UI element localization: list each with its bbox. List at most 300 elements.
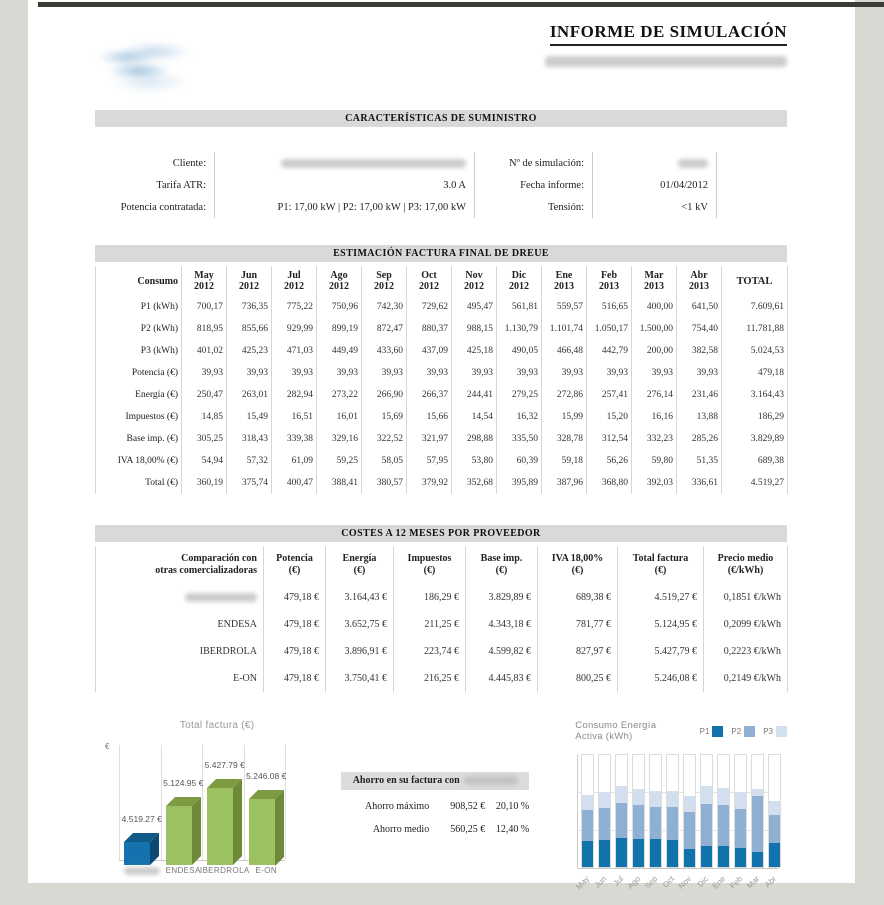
header-line2: otras comercializadoras	[155, 565, 257, 576]
bar-value-label: 4.519.27 €	[121, 813, 162, 824]
header-line1: Impuestos	[407, 553, 452, 564]
month-year: 2012	[284, 281, 304, 292]
value-cell: 479,18 €	[264, 611, 326, 638]
value-cell: 433,60	[362, 340, 407, 362]
value-cell: 929,99	[272, 318, 317, 340]
spacer	[475, 196, 493, 218]
savings-percent: 12,40 %	[495, 824, 530, 835]
providers-table	[95, 546, 788, 692]
bar-side-face	[233, 779, 242, 865]
month-year: 2013	[689, 281, 709, 292]
value-cell: 379,92	[407, 472, 452, 494]
field-label: Cliente:	[95, 152, 215, 174]
value-cell: 257,41	[587, 384, 632, 406]
bar-column	[734, 754, 747, 868]
header-line1: Comparación con	[181, 553, 257, 564]
bar-3d	[249, 799, 275, 866]
month-year: 2012	[239, 281, 259, 292]
bar-segment-p3	[735, 792, 746, 809]
x-axis-label: Ago	[625, 874, 642, 891]
provider-row	[96, 611, 788, 638]
value-cell: 16,01	[317, 406, 362, 428]
gridline	[285, 745, 286, 860]
provider-name: E-ON	[96, 665, 264, 692]
savings-amount: 908,52 €	[450, 801, 486, 812]
month-header	[497, 266, 542, 296]
bar-segment-p2	[752, 796, 763, 852]
month-year: 2012	[194, 281, 214, 292]
value-cell: 15,49	[227, 406, 272, 428]
value-cell: 3.164,43 €	[326, 584, 394, 611]
month-name: Feb	[600, 270, 618, 281]
value-cell: 471,03	[272, 340, 317, 362]
estimation-table	[95, 266, 788, 494]
bar-column	[683, 754, 696, 868]
value-cell: 400,00	[632, 296, 677, 318]
total-invoice-chart-title: Total factura (€)	[179, 720, 255, 731]
bar-value-label: 5.124.95 €	[163, 777, 204, 788]
value-cell: 3.750,41 €	[326, 665, 394, 692]
value-cell: 318,43	[227, 428, 272, 450]
value-cell: 437,09	[407, 340, 452, 362]
bar-segment-p1	[633, 839, 644, 867]
row-label: Potencia (€)	[96, 362, 182, 384]
month-year: 2013	[644, 281, 664, 292]
value-cell: 15,66	[407, 406, 452, 428]
month-year: 2012	[419, 281, 439, 292]
value-cell: 1.500,00	[632, 318, 677, 340]
x-axis-label: IBERDROLA	[199, 866, 250, 875]
value-cell: 39,93	[542, 362, 587, 384]
value-cell: 855,66	[227, 318, 272, 340]
value-cell: 387,96	[542, 472, 587, 494]
month-header	[182, 266, 227, 296]
legend-swatch	[744, 726, 755, 737]
y-axis-label: €	[105, 742, 110, 751]
bar-segment-p1	[582, 841, 593, 867]
value-cell: 15,99	[542, 406, 587, 428]
column-header	[618, 546, 704, 584]
header-line2: (€)	[654, 565, 667, 576]
total-cell: 7.609,61	[722, 296, 788, 318]
bar-segment-p2	[684, 812, 695, 849]
row-label: Energía (€)	[96, 384, 182, 406]
bar-segment-p3	[650, 791, 661, 807]
value-cell: 39,93	[182, 362, 227, 384]
value-cell: 59,25	[317, 450, 362, 472]
value-cell: 39,93	[227, 362, 272, 384]
value-cell: 0,1851 €/kWh	[704, 584, 788, 611]
value-cell: 305,25	[182, 428, 227, 450]
value-cell: 336,61	[677, 472, 722, 494]
value-cell: 0,2149 €/kWh	[704, 665, 788, 692]
month-year: 2012	[464, 281, 484, 292]
simulation-number-redacted	[678, 159, 708, 168]
value-cell: 0,2223 €/kWh	[704, 638, 788, 665]
value-cell: 495,47	[452, 296, 497, 318]
row-label: P1 (kWh)	[96, 296, 182, 318]
value-cell: 211,25 €	[394, 611, 466, 638]
estimation-row	[96, 362, 788, 384]
spacer	[475, 152, 493, 174]
header-line1: Precio medio	[717, 553, 774, 564]
savings-amount: 560,25 €	[450, 824, 486, 835]
column-header	[264, 546, 326, 584]
legend-label: P1	[699, 726, 710, 736]
category-redacted	[124, 867, 160, 875]
value-cell: 479,18 €	[264, 665, 326, 692]
energy-chart-legend	[692, 726, 787, 737]
bar-segment-p2	[582, 810, 593, 841]
savings-title: Ahorro en su factura con	[352, 775, 460, 786]
month-year: 2013	[599, 281, 619, 292]
savings-partner-redacted	[464, 776, 518, 785]
legend-label: P2	[731, 726, 742, 736]
value-cell: 827,97 €	[538, 638, 618, 665]
column-header: Consumo	[96, 266, 182, 296]
bar-segment-p1	[599, 840, 610, 867]
savings-percent: 20,10 %	[495, 801, 530, 812]
bar-column	[598, 754, 611, 868]
month-name: Nov	[465, 270, 483, 281]
value-cell: 382,58	[677, 340, 722, 362]
bar-column	[768, 754, 781, 868]
month-name: Abr	[690, 270, 708, 281]
bar-column	[649, 754, 662, 868]
month-year: 2012	[329, 281, 349, 292]
value-cell: 39,93	[362, 362, 407, 384]
legend-label: P3	[763, 726, 773, 736]
value-cell: 4.519,27 €	[618, 584, 704, 611]
estimation-row	[96, 450, 788, 472]
bar-segment-p3	[769, 801, 780, 815]
row-label: P2 (kWh)	[96, 318, 182, 340]
header-line2: (€)	[423, 565, 436, 576]
value-cell: 15,20	[587, 406, 632, 428]
month-header	[317, 266, 362, 296]
section-title-estimation: ESTIMACIÓN FACTURA FINAL DE DREUE	[95, 245, 787, 262]
month-header	[272, 266, 317, 296]
savings-header	[341, 772, 529, 790]
value-cell: 400,47	[272, 472, 317, 494]
header-line2: (€)	[288, 565, 301, 576]
value-cell: 1.130,79	[497, 318, 542, 340]
column-header	[326, 546, 394, 584]
value-cell: 988,15	[452, 318, 497, 340]
value-cell: 15,69	[362, 406, 407, 428]
month-name: Ago	[330, 270, 348, 281]
value-cell: 339,38	[272, 428, 317, 450]
value-cell: 641,50	[677, 296, 722, 318]
value-cell: 490,05	[497, 340, 542, 362]
value-cell: 285,26	[677, 428, 722, 450]
total-cell: 689,38	[722, 450, 788, 472]
month-year: 2012	[374, 281, 394, 292]
value-cell: 479,18 €	[264, 638, 326, 665]
legend-swatch	[776, 726, 787, 737]
value-cell: 368,80	[587, 472, 632, 494]
column-header	[96, 546, 264, 584]
header-line1: Potencia	[276, 553, 313, 564]
bar-segment-p2	[718, 805, 729, 846]
month-name: Mar	[644, 270, 664, 281]
value-cell: 216,25 €	[394, 665, 466, 692]
gridline	[202, 745, 203, 860]
bar-segment-p2	[650, 807, 661, 840]
bar-column	[581, 754, 594, 868]
supply-info	[95, 152, 787, 218]
estimation-header-row	[96, 266, 788, 296]
field-value	[215, 152, 475, 174]
bar-3d	[166, 806, 192, 865]
header-line2: (€)	[571, 565, 584, 576]
value-cell: 279,25	[497, 384, 542, 406]
total-cell: 479,18	[722, 362, 788, 384]
value-cell: 13,88	[677, 406, 722, 428]
value-cell: 282,94	[272, 384, 317, 406]
value-cell: 273,22	[317, 384, 362, 406]
column-header	[394, 546, 466, 584]
bar-side-face	[275, 790, 284, 866]
field-label: Tensión:	[493, 196, 593, 218]
total-cell: 11.781,88	[722, 318, 788, 340]
supply-row	[95, 196, 787, 218]
value-cell: 39,93	[407, 362, 452, 384]
value-cell: 466,48	[542, 340, 587, 362]
value-cell: 4.599,82 €	[466, 638, 538, 665]
month-header	[452, 266, 497, 296]
bar-segment-p3	[599, 792, 610, 808]
bar-segment-p1	[684, 849, 695, 867]
value-cell: 57,32	[227, 450, 272, 472]
value-cell: 0,2099 €/kWh	[704, 611, 788, 638]
value-cell: 59,80	[632, 450, 677, 472]
field-value: 3.0 A	[215, 174, 475, 196]
month-name: Dic	[511, 270, 527, 281]
value-cell: 16,32	[497, 406, 542, 428]
company-logo	[95, 36, 195, 92]
month-header	[362, 266, 407, 296]
column-header	[466, 546, 538, 584]
value-cell: 298,88	[452, 428, 497, 450]
provider-redacted	[185, 593, 257, 602]
field-label: Nº de simulación:	[493, 152, 593, 174]
estimation-row	[96, 340, 788, 362]
value-cell: 39,93	[677, 362, 722, 384]
month-header	[407, 266, 452, 296]
value-cell: 266,90	[362, 384, 407, 406]
section-title-supply: CARACTERÍSTICAS DE SUMINISTRO	[95, 110, 787, 127]
row-label: IVA 18,00% (€)	[96, 450, 182, 472]
x-axis-label: Ene	[710, 874, 727, 891]
bar-segment-p2	[735, 809, 746, 848]
supply-row	[95, 152, 787, 174]
value-cell: 250,47	[182, 384, 227, 406]
energy-chart-title: Consumo Energía Activa (kWh)	[575, 720, 657, 742]
value-cell: 223,74 €	[394, 638, 466, 665]
gridline	[119, 745, 120, 860]
month-year: 2013	[554, 281, 574, 292]
page-title: INFORME DE SIMULACIÓN	[550, 22, 787, 46]
value-cell: 516,65	[587, 296, 632, 318]
field-label: Potencia contratada:	[95, 196, 215, 218]
report-header	[95, 22, 787, 108]
value-cell: 449,49	[317, 340, 362, 362]
value-cell: 231,46	[677, 384, 722, 406]
energy-consumption-chart	[567, 720, 787, 892]
header-right	[545, 22, 787, 67]
x-axis-label: ENDESA	[165, 866, 201, 875]
x-axis-label: Oct	[660, 874, 676, 890]
header-line2: (€/kWh)	[727, 565, 764, 576]
bar-segment-p1	[735, 848, 746, 867]
bar-column	[666, 754, 679, 868]
value-cell: 329,16	[317, 428, 362, 450]
value-cell: 742,30	[362, 296, 407, 318]
value-cell: 322,52	[362, 428, 407, 450]
estimation-row	[96, 318, 788, 340]
total-header: TOTAL	[722, 266, 788, 296]
section-title-providers: COSTES A 12 MESES POR PROVEEDOR	[95, 525, 787, 542]
value-cell: 5.124,95 €	[618, 611, 704, 638]
value-cell: 272,86	[542, 384, 587, 406]
total-cell: 3.164,43	[722, 384, 788, 406]
estimation-row	[96, 384, 788, 406]
value-cell: 425,23	[227, 340, 272, 362]
value-cell: 1.050,17	[587, 318, 632, 340]
value-cell: 736,35	[227, 296, 272, 318]
value-cell: 375,74	[227, 472, 272, 494]
bar-segment-p3	[701, 786, 712, 804]
x-axis-label: Jul	[611, 874, 625, 888]
header-line1: Base imp.	[480, 553, 523, 564]
provider-row	[96, 638, 788, 665]
value-cell: 800,25 €	[538, 665, 618, 692]
value-cell: 872,47	[362, 318, 407, 340]
bar-column	[615, 754, 628, 868]
value-cell: 39,93	[452, 362, 497, 384]
savings-label: Ahorro máximo	[365, 801, 430, 812]
bar-segment-p3	[633, 789, 644, 806]
value-cell: 781,77 €	[538, 611, 618, 638]
value-cell: 266,37	[407, 384, 452, 406]
value-cell: 16,51	[272, 406, 317, 428]
value-cell: 39,93	[587, 362, 632, 384]
month-header	[227, 266, 272, 296]
savings-box	[341, 772, 529, 869]
header-line1: Total factura	[632, 553, 689, 564]
month-header	[632, 266, 677, 296]
field-label: Tarifa ATR:	[95, 174, 215, 196]
estimation-row	[96, 472, 788, 494]
value-cell: 39,93	[272, 362, 317, 384]
value-cell: 425,18	[452, 340, 497, 362]
legend-swatch	[712, 726, 723, 737]
value-cell: 263,01	[227, 384, 272, 406]
provider-name: ENDESA	[96, 611, 264, 638]
value-cell: 5.427,79 €	[618, 638, 704, 665]
value-cell: 775,22	[272, 296, 317, 318]
value-cell: 729,62	[407, 296, 452, 318]
value-cell: 395,89	[497, 472, 542, 494]
spacer	[475, 174, 493, 196]
field-label: Fecha informe:	[493, 174, 593, 196]
month-name: Jun	[240, 270, 258, 281]
value-cell: 59,18	[542, 450, 587, 472]
bar-segment-p1	[701, 846, 712, 867]
value-cell: 200,00	[632, 340, 677, 362]
bar-front	[166, 806, 192, 865]
bar-segment-p3	[582, 795, 593, 810]
bar-segment-p2	[599, 808, 610, 840]
value-cell: 3.652,75 €	[326, 611, 394, 638]
value-cell: 880,37	[407, 318, 452, 340]
month-header	[677, 266, 722, 296]
bar-front	[207, 788, 233, 865]
header-line1: IVA 18,00%	[551, 553, 604, 564]
bar-segment-p3	[752, 789, 763, 796]
value-cell: 332,23	[632, 428, 677, 450]
value-cell: 700,17	[182, 296, 227, 318]
value-cell: 328,78	[542, 428, 587, 450]
bar-column	[632, 754, 645, 868]
month-name: Oct	[421, 270, 437, 281]
x-axis-label: Abr	[762, 874, 778, 890]
value-cell: 39,93	[317, 362, 362, 384]
value-cell: 14,85	[182, 406, 227, 428]
bar-segment-p3	[667, 791, 678, 807]
savings-rows	[341, 796, 529, 840]
bar-column	[717, 754, 730, 868]
bar-front	[124, 842, 150, 865]
value-cell: 186,29 €	[394, 584, 466, 611]
contact-redacted	[545, 56, 787, 67]
month-name: Ene	[555, 270, 573, 281]
value-cell: 380,57	[362, 472, 407, 494]
bar-column	[700, 754, 713, 868]
bar-segment-p1	[616, 838, 627, 867]
x-axis-label: Jun	[592, 874, 608, 890]
x-axis-label: Nov	[676, 874, 693, 891]
value-cell: 3.896,91 €	[326, 638, 394, 665]
bar-segment-p2	[667, 807, 678, 840]
total-cell: 186,29	[722, 406, 788, 428]
bar-segment-p2	[701, 804, 712, 846]
estimation-row	[96, 296, 788, 318]
field-value	[593, 152, 717, 174]
provider-row	[96, 665, 788, 692]
value-cell: 388,41	[317, 472, 362, 494]
value-cell: 335,50	[497, 428, 542, 450]
value-cell: 53,80	[452, 450, 497, 472]
bar-column	[751, 754, 764, 868]
month-year: 2012	[509, 281, 529, 292]
x-axis-label: Mar	[744, 874, 761, 891]
row-label: Impuestos (€)	[96, 406, 182, 428]
header-line2: (€)	[353, 565, 366, 576]
supply-row	[95, 174, 787, 196]
value-cell: 818,95	[182, 318, 227, 340]
estimation-row	[96, 428, 788, 450]
row-label: Base imp. (€)	[96, 428, 182, 450]
bar-segment-p2	[633, 805, 644, 839]
bar-segment-p1	[752, 852, 763, 867]
x-axis-label: Sep	[642, 874, 659, 891]
value-cell: 276,14	[632, 384, 677, 406]
bar-segment-p1	[769, 843, 780, 867]
bar-segment-p1	[650, 839, 661, 867]
total-cell: 5.024,53	[722, 340, 788, 362]
